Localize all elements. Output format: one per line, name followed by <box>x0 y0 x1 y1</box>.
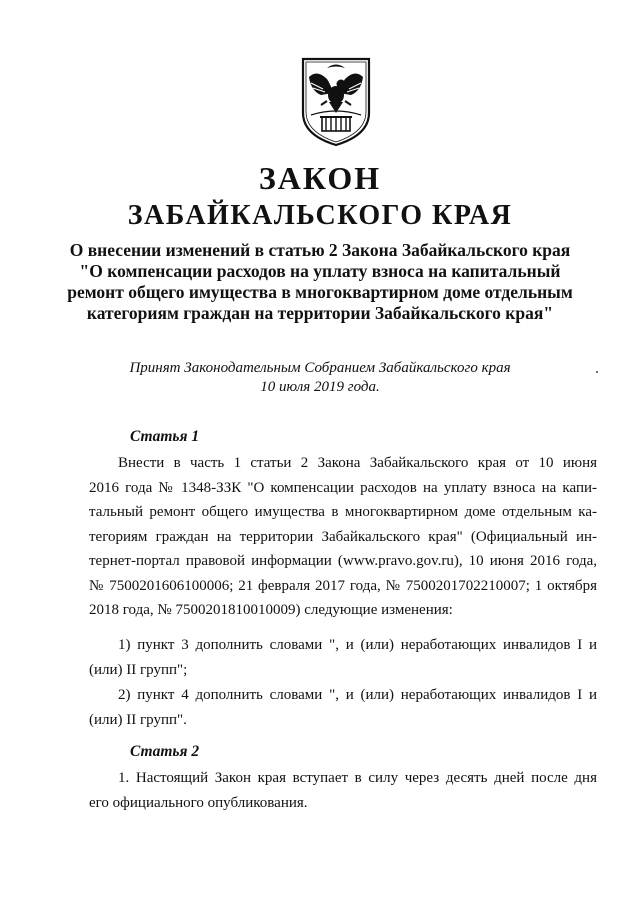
subtitle-line: "О компенсации расходов на уплату взноса на капитальный <box>79 261 561 281</box>
paragraph-line: 2) пункт 4 дополнить словами ", и (или) неработающих инвалидов I и <box>118 687 597 703</box>
scan-speck <box>596 371 598 373</box>
paragraph-line: 2018 года, № 7500201810010009) следующие изменения: <box>89 602 453 618</box>
paragraph-line: его официального опубликования. <box>89 794 308 811</box>
law-region-title: ЗАБАЙКАЛЬСКОГО КРАЯ <box>127 200 513 231</box>
paragraph-line: тегориям граждан на территории Забайкальского края" (Официальный ин- <box>89 528 597 545</box>
article-1-item-2 <box>89 683 597 732</box>
paragraph-line: (или) II групп". <box>89 711 187 728</box>
paragraph-line: 2016 года № 1348-ЗЗК "О компенсации расходов на уплату взноса на капи- <box>89 479 597 496</box>
law-title: ЗАКОН <box>258 160 382 196</box>
article-1-item-1 <box>89 633 597 682</box>
article-1-intro <box>89 451 597 623</box>
article-2-heading: Статья 2 <box>130 743 200 760</box>
subtitle-line: категориям граждан на территории Забайкальского края" <box>86 303 554 323</box>
law-subtitle <box>0 240 640 324</box>
paragraph-line: Внести в часть 1 статьи 2 Закона Забайкальского края от 10 июня <box>118 455 597 471</box>
adoption-date: 10 июля 2019 года. <box>260 379 380 395</box>
paragraph-line: (или) II групп"; <box>89 661 188 678</box>
coat-of-arms-icon <box>297 55 375 147</box>
article-2-paragraph <box>89 766 597 815</box>
paragraph-line: № 7500201606100006; 21 февраля 2017 года, № 7500201702210007; 1 октября <box>89 577 597 594</box>
paragraph-line: тернет-портал правовой информации (www.pravo.gov.ru), 10 июня 2016 года, <box>89 553 597 569</box>
paragraph-line: тальный ремонт общего имущества в многоквартирном доме отдельным ка- <box>89 504 597 520</box>
adoption-note: Принят Законодательным Собранием Забайкальского края <box>129 360 511 376</box>
subtitle-line: О внесении изменений в статью 2 Закона Забайкальского края <box>69 240 571 260</box>
subtitle-line: ремонт общего имущества в многоквартирном доме отдельным <box>67 282 573 302</box>
article-1-heading: Статья 1 <box>130 428 200 445</box>
paragraph-line: 1. Настоящий Закон края вступает в силу через десять дней после дня <box>118 770 597 786</box>
paragraph-line: 1) пункт 3 дополнить словами ", и (или) неработающих инвалидов I и <box>118 637 597 653</box>
